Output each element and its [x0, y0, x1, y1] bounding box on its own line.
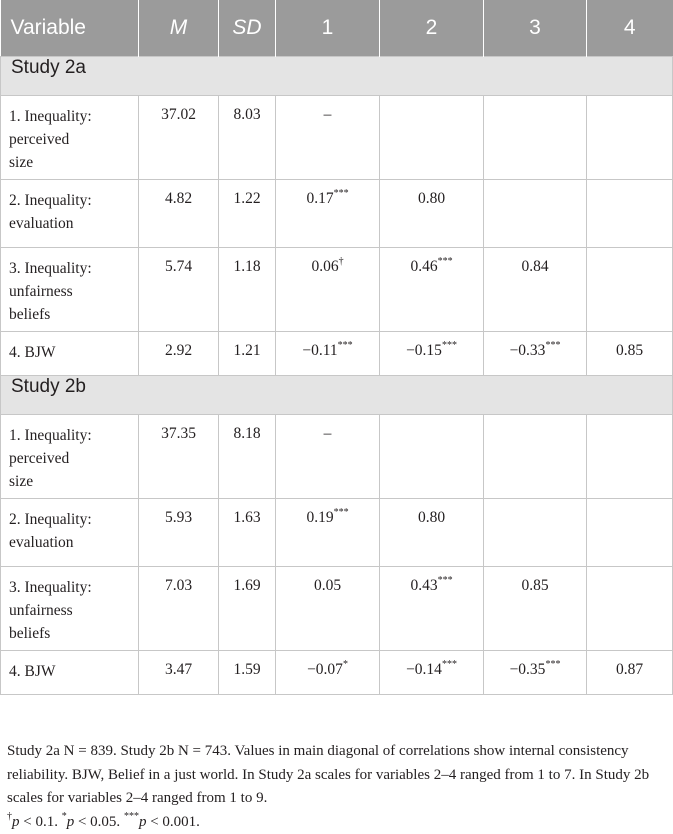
notes-significance	[7, 811, 667, 834]
correlation-cell-4	[587, 415, 673, 499]
correlation-cell-4	[587, 248, 673, 332]
variable-label-line: beliefs	[9, 625, 51, 642]
table-row	[1, 180, 673, 248]
header-col-1: 1	[276, 0, 380, 57]
sig-single-threshold: < 0.05.	[74, 813, 124, 830]
sig-triple-threshold: < 0.001.	[146, 813, 200, 830]
correlation-value: 0.43	[410, 577, 438, 594]
correlation-value: 0.85	[521, 577, 549, 594]
correlation-cell-2	[380, 180, 484, 248]
correlation-cell-1	[276, 332, 380, 376]
mean-cell: 37.35	[139, 415, 219, 499]
variable-label-line: 1. Inequality:	[9, 108, 92, 125]
sd-cell: 1.22	[219, 180, 276, 248]
variable-cell	[1, 332, 139, 376]
table-row	[1, 332, 673, 376]
correlation-value: −0.11	[302, 342, 338, 359]
table-row	[1, 651, 673, 695]
significance-marker: ***	[441, 339, 457, 351]
sd-cell: 8.18	[219, 415, 276, 499]
significance-marker: ***	[437, 574, 453, 586]
header-col-2: 2	[380, 0, 484, 57]
mean-cell: 37.02	[139, 96, 219, 180]
variable-label-line: 3. Inequality:	[9, 579, 92, 596]
correlation-cell-1	[276, 651, 380, 695]
variable-label-line: 3. Inequality:	[9, 260, 92, 277]
variable-label-line: perceived	[9, 450, 70, 467]
correlation-value: 0.80	[417, 190, 446, 207]
correlation-cell-1	[276, 415, 380, 499]
sd-cell: 8.03	[219, 96, 276, 180]
correlation-cell-1	[276, 499, 380, 567]
variable-cell	[1, 96, 139, 180]
correlation-cell-1	[276, 96, 380, 180]
correlation-cell-2	[380, 499, 484, 567]
variable-cell	[1, 651, 139, 695]
correlation-value: −0.07	[307, 661, 343, 678]
mean-cell: 5.93	[139, 499, 219, 567]
sig-single-p: p	[66, 813, 75, 830]
header-sd: SD	[219, 0, 276, 57]
sig-triple-symbol: ***	[123, 810, 139, 822]
sig-dagger-threshold: < 0.1.	[19, 813, 62, 830]
correlation-value: 0.87	[615, 661, 644, 678]
correlation-value: 0.19	[306, 509, 334, 526]
correlation-cell-4	[587, 567, 673, 651]
variable-label-line: perceived	[9, 131, 70, 148]
sig-single-symbol: *	[61, 810, 67, 822]
table-row	[1, 248, 673, 332]
sig-triple	[123, 810, 200, 830]
variable-label-line: size	[9, 154, 34, 171]
correlation-cell-2	[380, 248, 484, 332]
sig-dagger-symbol: †	[7, 810, 12, 822]
sd-cell: 1.18	[219, 248, 276, 332]
significance-marker: ***	[337, 339, 353, 351]
significance-marker: *	[342, 658, 348, 670]
correlation-value: 0.80	[417, 509, 446, 526]
section-title: Study 2b	[1, 376, 673, 415]
correlation-cell-4	[587, 499, 673, 567]
variable-label-line: beliefs	[9, 306, 51, 323]
correlation-cell-3	[484, 96, 587, 180]
correlation-value: −0.14	[406, 661, 442, 678]
variable-label-line: 4. BJW	[9, 344, 56, 361]
correlation-value: 0.85	[615, 342, 644, 359]
variable-label-line: evaluation	[9, 534, 74, 551]
correlation-value: 0.84	[521, 258, 549, 275]
correlation-cell-1	[276, 180, 380, 248]
variable-cell	[1, 567, 139, 651]
table-row	[1, 415, 673, 499]
correlation-cell-2	[380, 332, 484, 376]
correlation-cell-3	[484, 180, 587, 248]
correlation-value: −0.33	[509, 342, 546, 359]
correlation-cell-3	[484, 499, 587, 567]
correlation-cell-3	[484, 248, 587, 332]
mean-cell: 5.74	[139, 248, 219, 332]
variable-label-line: size	[9, 473, 34, 490]
header-mean: M	[139, 0, 219, 57]
sd-cell: 1.63	[219, 499, 276, 567]
header-variable: Variable	[1, 0, 139, 57]
table-notes	[7, 740, 667, 834]
correlation-cell-4	[587, 180, 673, 248]
sd-cell: 1.21	[219, 332, 276, 376]
significance-marker: ***	[441, 658, 457, 670]
section-row	[1, 57, 673, 96]
correlation-value: −0.15	[406, 342, 442, 359]
variable-label-line: unfairness	[9, 283, 73, 300]
variable-cell	[1, 180, 139, 248]
correlation-value: 0.46	[410, 258, 438, 275]
mean-cell: 4.82	[139, 180, 219, 248]
correlation-cell-3	[484, 415, 587, 499]
correlation-cell-4	[587, 332, 673, 376]
sd-cell: 1.59	[219, 651, 276, 695]
variable-cell	[1, 499, 139, 567]
correlation-cell-1	[276, 567, 380, 651]
section-title: Study 2a	[1, 57, 673, 96]
variable-label-line: 2. Inequality:	[9, 511, 92, 528]
mean-cell: 7.03	[139, 567, 219, 651]
sig-single	[61, 810, 124, 830]
correlation-value: 0.06	[311, 258, 339, 275]
table-row	[1, 567, 673, 651]
table-row	[1, 96, 673, 180]
notes-main: Study 2a N = 839. Study 2b N = 743. Values in main diagonal of correlations show internal consistency reliability. BJW, Belief in a just world. In Study 2a scales for variables 2–4 ranged from 1 to 7. In Study 2b scales for variables 2–4 ranged from 1 to 9.	[7, 743, 650, 806]
correlation-value: –	[323, 425, 332, 442]
mean-cell: 3.47	[139, 651, 219, 695]
correlation-cell-2	[380, 415, 484, 499]
significance-marker: ***	[437, 255, 453, 267]
correlation-cell-2	[380, 567, 484, 651]
correlation-value: −0.35	[509, 661, 546, 678]
variable-label-line: 1. Inequality:	[9, 427, 92, 444]
section-row	[1, 376, 673, 415]
correlation-value: –	[323, 106, 332, 123]
correlation-value: 0.17	[306, 190, 334, 207]
header-col-3: 3	[484, 0, 587, 57]
significance-marker: ***	[333, 187, 349, 199]
correlation-cell-2	[380, 651, 484, 695]
sig-triple-p: p	[138, 813, 147, 830]
correlation-cell-4	[587, 96, 673, 180]
significance-marker: ***	[333, 506, 349, 518]
sig-dagger	[7, 810, 62, 830]
correlation-value: 0.05	[313, 577, 342, 594]
header-col-4: 4	[587, 0, 673, 57]
significance-marker: ***	[545, 339, 561, 351]
correlation-cell-3	[484, 567, 587, 651]
correlation-cell-3	[484, 651, 587, 695]
correlation-cell-3	[484, 332, 587, 376]
variable-label-line: 2. Inequality:	[9, 192, 92, 209]
variable-cell	[1, 415, 139, 499]
sd-cell: 1.69	[219, 567, 276, 651]
variable-label-line: evaluation	[9, 215, 74, 232]
variable-label-line: unfairness	[9, 602, 73, 619]
correlation-cell-2	[380, 96, 484, 180]
variable-cell	[1, 248, 139, 332]
sig-dagger-p: p	[12, 813, 20, 830]
significance-marker: †	[338, 255, 344, 267]
variable-label-line: 4. BJW	[9, 663, 56, 680]
header-row	[1, 0, 673, 57]
correlation-cell-1	[276, 248, 380, 332]
correlation-cell-4	[587, 651, 673, 695]
table-row	[1, 499, 673, 567]
mean-cell: 2.92	[139, 332, 219, 376]
significance-marker: ***	[545, 658, 561, 670]
